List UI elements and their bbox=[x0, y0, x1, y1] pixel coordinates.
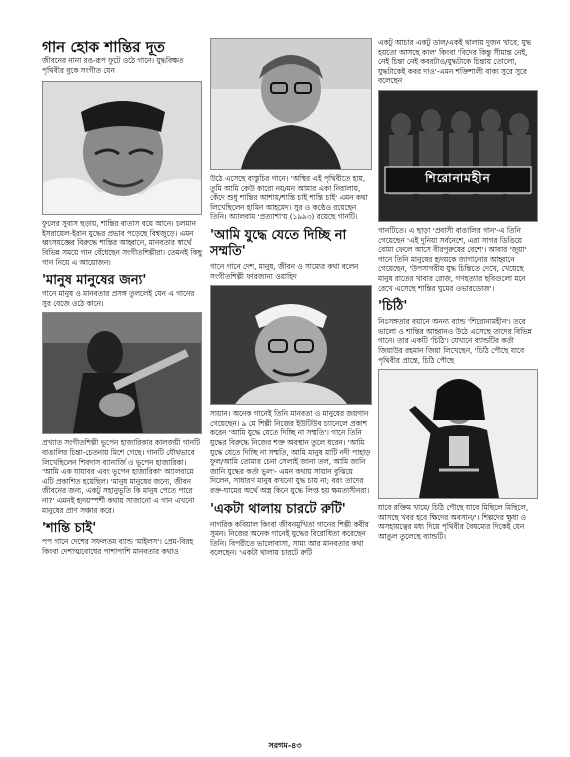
band-logo-text: শিরোনামহীন bbox=[425, 170, 491, 185]
ekta-thalay-continued: একটু আচার একটু ডাল/একই থালায় দুজন খাবে, যুদ্ধ হয়তো আসছে কাল' কিংবা 'বিদের কিন্তু সীমান্ত নেই, নেই চিন্তা নেই কবরটাও/যুদ্ধটাকে চিন্তায় তোলো, যুদ্ধটাকেই কবর দাও'-এমন শক্তিশালী বাক্য সুরে সুরে বলেছেন bbox=[378, 38, 532, 86]
section-body-chithi-2: যাবে রক্তিম খামে/ চিঠি পৌছে যাবে মিছিলে মিছিলে, আসছে খবর হবে ক্ষিদের অবসান/'। শিল্পদের ক্ষুধা ও অসহায়ত্বের মধ্য দিয়ে পৃথিবীর বৈষম্যের দিকেই যেন আঙুল তুলেছে ব্যান্ডটি। bbox=[378, 503, 529, 541]
section-heading-ami-juddhe: 'আমি যুদ্ধে যেতে দিচ্ছি না সম্মতি' bbox=[210, 227, 347, 259]
photo-hamin-portrait bbox=[210, 38, 372, 170]
photo-michael-jackson bbox=[378, 369, 538, 499]
photo-kabir-suman-portrait bbox=[210, 285, 372, 405]
section-body-manush: প্রখ্যাত সংগীতশিল্পী ভূপেন হাজারিকার কালজয়ী গানটি বাঙালির চিন্তা-চেতনায় মিশে গেছে। গানটি যৌথভাবে লিখেছিলেন শিবদাস ব্যানার্জি ও ভূপেন হাজারিকা। 'আমি এক যাযাবর এবং ভূপেন হাজারিকা' অ্যালবামে এটি প্রকাশিত হয়েছিল। 'মানুষ মানুষের জন্যে, জীবন জীবনের জন্য, একটু সহানুভূতি কি মানুষ পেতে পারে না?' এমনই হৃদয়স্পর্শী কথায় সাজানো এ গান এখনো মানুষের প্রাণ সঞ্চার করে। bbox=[42, 438, 201, 515]
section-body-ami-juddhe: সায়ান। অনেক গানেই তিনি মানবতা ও মানুষের জয়গান গেয়েছেন। ৯ মে শিল্পী নিজের ইউটিউব চ্যানেলে প্রকাশ করেন 'আমি যুদ্ধে যেতে দিচ্ছি না সম্মতি'। গানে তিনি যুদ্ধের বিরুদ্ধে নিজের শক্ত অবস্থান তুলে ধরেন। 'আমি যুদ্ধে যেতে দিচ্ছি না সম্মতি, আমি মানুষ মাটি নদী পাহাড় ফুল/আমি তোমার চেনা সেলাই জানা তল, আমি জানি জানি যুদ্ধের কর্তা ভুল'- এমন কথায় সায়ান বুঝিয়ে দিলেন, সাধারণ মানুষ কখনো যুদ্ধ চায় না; বরং তাদের রক্ত-ঘামের অর্থে অস্ত্র কিনে যুদ্ধে লিপ্ত হয় ক্ষমতাসীনরা। bbox=[210, 409, 371, 495]
section-heading-chithi: 'চিঠি' bbox=[378, 299, 408, 315]
shanti-body: উঠে এসেছে বাস্তুচির গানে। 'অস্থির এই পৃথিবীতে হায়, তুমি আমি কেউ কারো নয়/মন আমার একা নিরালায়, কেঁদে শুধু শান্তির আশায়/শান্তি চাই শান্তি চাই' এমন কথা লিখেছিলেন হামিন আহমেদ। সুর ও কণ্ঠেও রয়েছেন তিনি। অ্যালবাম 'প্রত্যাশা'য় (১৯৯৩) রয়েছে গানটি। bbox=[210, 174, 368, 222]
photo-shironamhin-band bbox=[378, 90, 538, 222]
intro-text-continued: ফুলের সুবাস ছড়ায়, শান্তির বাতাস বয়ে আনে। চলমান ইসরায়েল-ইরান যুদ্ধের প্রভাব পড়েছে বিশ্বজুড়ে। এমন ধ্বংসযজ্ঞের বিরুদ্ধে শান্তির আহ্বানে, মানবতার স্বার্থে বিভিন্ন সময়ে গান বেঁধেছেন সংগীতশিল্পীরা। তেমনই কিছু গান নিয়ে এ আয়োজন। bbox=[42, 219, 202, 267]
headline-main: গান হোক শান্তির দূত bbox=[42, 38, 165, 56]
section-body-chithi: নিঃসঙ্গতার বয়ানে অনন্য ব্যান্ড 'শিরোনামহীন'। তবে ভালো ও শান্তির আহ্বানও উঠে এসেছে তাদের বিভিন্ন গানে। তার একটি 'চিঠি'। যেখানে ব্যান্ডটির কর্তা জিয়াউর রহমান জিয়া লিখেছেন, 'চিঠি পৌছে যাবে পৃথিবীর প্রান্তে, চিঠি পৌছে bbox=[378, 317, 532, 365]
column-right bbox=[378, 38, 538, 541]
section-body-ekta-thalay: নাগরিক কবিয়াল কিংবা জীবনমুখিতা গানের শিল্পী কবীর সুমন। নিজের অনেক গানেই যুদ্ধের বিরোধিতা করেছেন তিনি। বিপরীতে ভালোবাসা, সাম্য আর মানবতার কথা বলেছেন। 'একটা থালায় চারটে রুটি bbox=[210, 519, 369, 558]
section-heading-manush: 'মানুষ মানুষের জন্য' bbox=[42, 273, 147, 289]
photo-bhupen-portrait bbox=[42, 81, 202, 215]
photo-guitarist-stage bbox=[42, 312, 202, 434]
section-heading-ekta-thalay: 'একটা থালায় চারটে রুটি' bbox=[210, 501, 346, 517]
section-intro-shanti: পপ গানে দেশের সফলতম ব্যান্ড 'মাইলস'। প্রেম-বিরহ কিংবা দেশাত্মবোধের পাশাপাশি মানবতার কথাও bbox=[42, 537, 194, 556]
page-folio: সরগম-৪৩ bbox=[268, 741, 302, 750]
section-intro-ami-juddhe: গানে গানে দেশ, মানুষ, জীবন ও সাম্যের কথা বলেন সংগীতশিল্পী ফারজানা ওয়াহিদ bbox=[210, 261, 359, 281]
column-middle bbox=[210, 38, 372, 558]
ekta-thalay-body-2: গানটিতে। এ ছাড়া 'প্রবাসী বাঙালির গান'-এ তিনি গেয়েছেন 'এই দুনিয়া সর্বনেশে, এরা সাগর ডিঙিয়ে বোমা ফেলে আসে বীরপুরুষের বেশে'। আবার 'জুয়া' গানে তিনি মানুষের হৃদয়কে জাগানোর আহ্বানে গেয়েছেন, 'উপসাগরীয় যুদ্ধ চিন্তিতে দেখে, খেয়েছে মানুষ রাতের খাবার রোজ, গণহত্যার ছবিগুলো মনে রেখে এসেছে শান্তির ঘুমের ওভারডোজ'। bbox=[378, 225, 527, 293]
column-left bbox=[42, 38, 202, 556]
section-heading-shanti: 'শান্তি চাই' bbox=[42, 521, 97, 537]
section-intro-manush: গানে মানুষ ও মানবতার প্রসঙ্গ তুললেই যেন এ গানের সুর বেজে ওঠে কানে। bbox=[42, 289, 195, 308]
intro-text: জীবনের নানা রঙ-রূপ ফুটে ওঠে গানে। যুদ্ধবিক্ষত পৃথিবীর বুকে সংগীত যেন bbox=[42, 56, 184, 75]
